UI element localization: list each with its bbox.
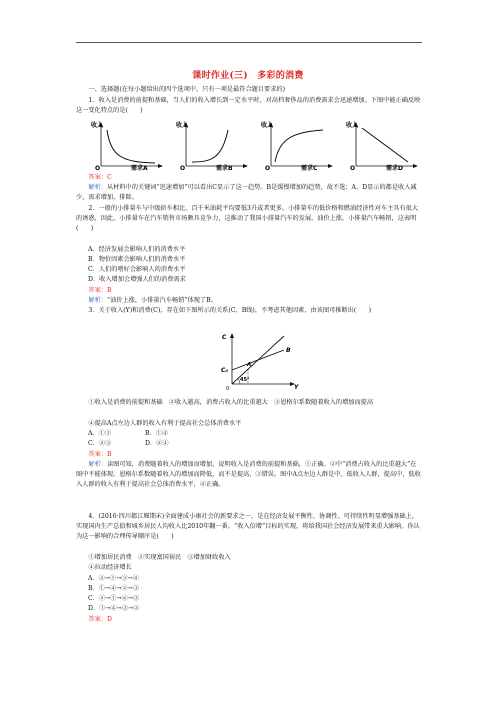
- q1-exp-label: 解析：: [88, 184, 107, 191]
- q3-label-a: A: [247, 362, 252, 368]
- q2-answer: 答案：B: [88, 287, 112, 294]
- header-rule: [76, 42, 422, 43]
- q3-origin: 0: [226, 386, 230, 392]
- q3-items-1: ①收入是消费的前提和基础 ②收入越高，消费占收入的比重越大 ③恩格尔系数随着收入的增加而提高: [88, 399, 374, 406]
- q4-stem: 4．(2016·四川都江堰期末)全面建成小康社会的新要求之一，是在经济发展平衡性、协调性、可持续性明显增强基础上，实现国内生产总值和城乡居民人均收入比2010年翻一番。“收入倍增”目标的实现，将给我国社会经济发展带来重大影响。你认为这一影响的合理传导顺序是( ): [76, 513, 420, 541]
- graph-c-xlabel: 需求C: [301, 165, 318, 172]
- q4-option-a: A．②→①→③→④: [88, 575, 139, 582]
- q2-option-d: D．收入增加会增强人们的消费需求: [88, 276, 186, 283]
- q3-items-2: ④提高A点左边人群的收入有利于提高社会总体消费水平: [88, 420, 242, 427]
- graph-b-origin: O: [180, 165, 186, 172]
- q3-angle: 45°: [240, 377, 250, 383]
- graph-a-xlabel: 需求A: [131, 165, 148, 172]
- graph-a: [91, 121, 163, 172]
- q4-option-b: B．①→④→②→③: [88, 585, 140, 592]
- graph-c: [261, 121, 333, 172]
- graph-d-ylabel: 收入: [346, 122, 359, 129]
- q4-items-2: ④拉动经济增长: [88, 564, 132, 571]
- q1-exp-text: 从材料中的关键词“迅速增加”可以看出C显示了这一趋势。B是缓慢增加的趋势，故不选；A、D显示的都是收入减少，需求增加，排除。: [76, 184, 417, 202]
- graph-b: [176, 121, 248, 172]
- q2-option-c: C．人们的嗜好会影响人的消费水平: [88, 266, 186, 273]
- q3-graph: [220, 330, 310, 390]
- graph-c-origin: O: [265, 165, 271, 172]
- graph-c-ylabel: 收入: [261, 122, 274, 129]
- q4-option-d: D．①→④→③→②: [88, 605, 140, 612]
- q2-stem: 2．一般的小排量车与中级轿车相比，百千米油耗平均要低3升或者更多。小排量车的低价格和燃油经济性对车主具有很大的诱惑，因此，小排量车在汽车销售市场颇具竞争力，这推动了我国小排量汽车的发展。油价上涨，小排量汽车畅销，这表明( ): [76, 205, 419, 233]
- q2-explanation: [76, 296, 422, 306]
- q1-answer: 答案：C: [88, 174, 112, 181]
- q3-option-c: C．②③: [88, 440, 112, 447]
- q4-option-c: C．②→①→④→③: [88, 595, 140, 602]
- q3-answer: 答案：B: [88, 451, 112, 458]
- q4-answer: 答案：D: [88, 616, 112, 623]
- q2-option-a: A．经济发展会影响人们的消费水平: [88, 246, 186, 253]
- graph-b-ylabel: 收入: [176, 122, 189, 129]
- graph-d: [346, 121, 418, 172]
- q1-explanation: [76, 183, 422, 203]
- q3-label-y: Y: [294, 384, 299, 391]
- q3-exp-label: 解析：: [88, 461, 107, 468]
- q2-exp-text: “油价上涨，小排量汽车畅销”体现了B。: [106, 297, 217, 304]
- q3-explanation: [76, 460, 422, 491]
- q3-exp-text: 读图可知，消费随着收入的增加而增加，说明收入是消费的前提和基础，①正确。②中“消费占收入的比重越大”在图中不能体现。恩格尔系数随着收入的增加而降低，而不是提高，③错误。图中A点左边人群是中、低收入人群，提高中、低收入人群的收入有利于提高社会总体消费水平，④正确。: [76, 461, 421, 489]
- graph-a-origin: O: [95, 165, 101, 172]
- q1-graphs: [93, 118, 423, 170]
- graph-b-xlabel: 需求B: [216, 165, 233, 172]
- q3-label-b: B: [286, 347, 291, 354]
- page-title: 课时作业(三) 多彩的消费: [192, 71, 304, 81]
- graph-a-ylabel: 收入: [91, 122, 104, 129]
- graph-d-xlabel: 需求D: [386, 165, 403, 172]
- graph-d-origin: O: [350, 165, 356, 172]
- q2-option-b: B．物价因素会影响人们的消费水平: [88, 256, 186, 263]
- q3-stem: 3．关于收入(Y)和消费(C)，存在如下图所示的关系(C、B线)，不考虑其他因素，由该图可推断出( ): [88, 307, 372, 314]
- q3-option-d: D．②④: [145, 440, 169, 447]
- section-heading: 一、选择题(在每小题给出的四个选项中，只有一项是最符合题目要求的): [88, 86, 286, 93]
- q3-option-b: B．①④: [145, 430, 169, 437]
- q2-exp-label: 解析：: [88, 297, 107, 304]
- q3-label-c: C: [222, 334, 227, 341]
- q3-option-a: A．①③: [88, 430, 112, 437]
- q4-items-1: ①增加居民消费 ②实现富国裕民 ③增加财政收入: [88, 554, 231, 561]
- q1-stem: 1．收入是消费的前提和基础，当人们的收入增长到一定水平时，对高档奢侈品的消费需求会迅速增加。下图中能正确反映这一变化特点的是( ): [76, 97, 421, 115]
- q3-label-c0: C₀: [221, 367, 229, 374]
